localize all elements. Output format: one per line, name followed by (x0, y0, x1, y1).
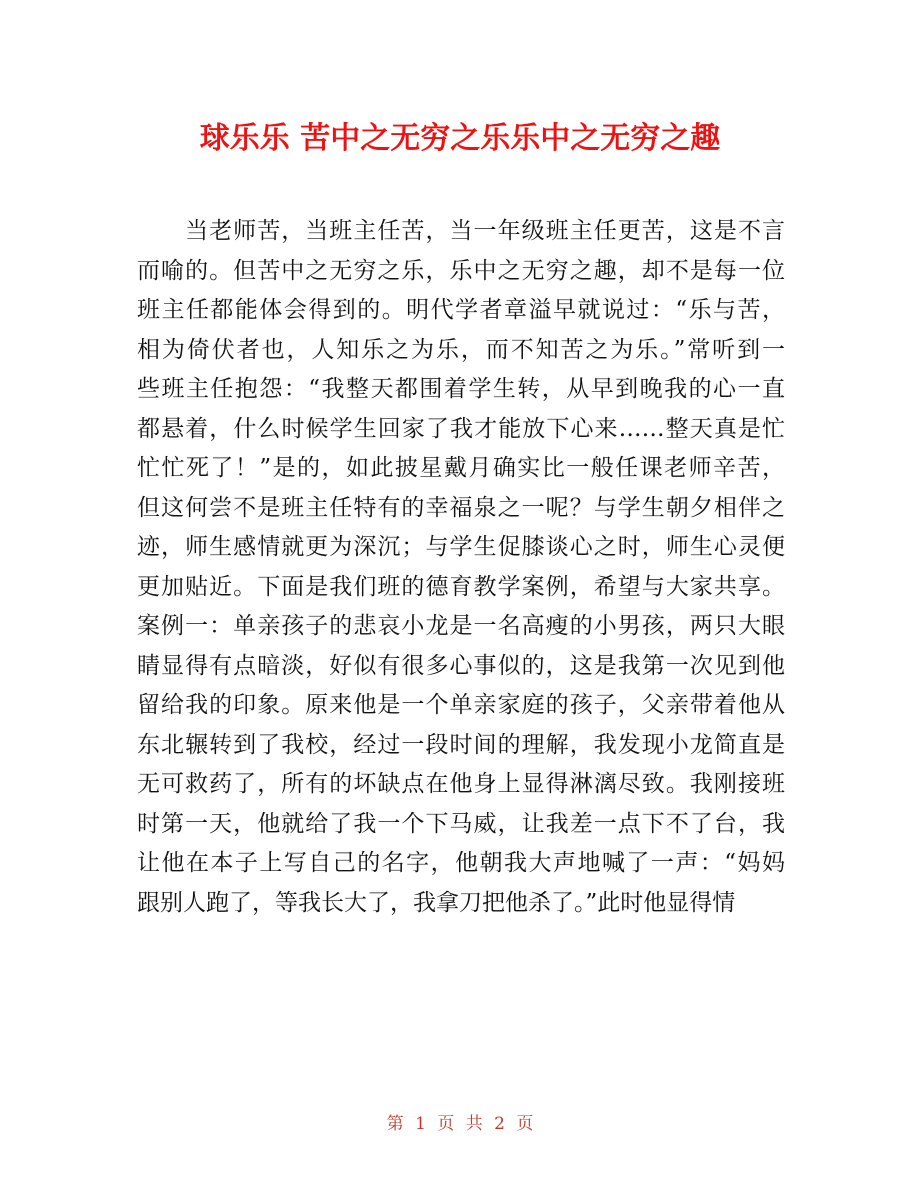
document-title: 球乐乐 苦中之无穷之乐乐中之无穷之趣 (199, 121, 721, 156)
body-line: 当老师苦，当班主任苦，当一年级班主任更苦，这是不言 (137, 218, 785, 244)
body-line: 案例一：单亲孩子的悲哀小龙是一名高瘦的小男孩，两只大眼 (137, 613, 785, 639)
body-line: 迹，师生感情就更为深沉；与学生促膝谈心之时，师生心灵便 (137, 534, 785, 560)
body-line: 睛显得有点暗淡，好似有很多心事似的，这是我第一次见到他 (137, 652, 785, 679)
body-line: 无可救药了，所有的坏缺点在他身上显得淋漓尽致。我刚接班 (137, 771, 785, 797)
page-number-footer: 第 1 页 共 2 页 (386, 1114, 534, 1134)
document-body (137, 212, 785, 923)
body-line: 班主任都能体会得到的。明代学者章溢早就说过：“乐与苦， (137, 297, 785, 323)
body-line: 跟别人跑了，等我长大了，我拿刀把他杀了。”此时他显得情 (137, 889, 736, 916)
body-line: 更加贴近。下面是我们班的德育教学案例，希望与大家共享。 (137, 573, 785, 600)
body-line: 相为倚伏者也，人知乐之为乐，而不知苦之为乐。”常听到一 (137, 336, 785, 363)
body-line: 时第一天，他就给了我一个下马威，让我差一点下不了台，我 (137, 810, 785, 837)
body-line: 但这何尝不是班主任特有的幸福泉之一呢？与学生朝夕相伴之 (137, 494, 785, 521)
body-line: 东北辗转到了我校，经过一段时间的理解，我发现小龙简直是 (137, 731, 785, 758)
body-line: 让他在本子上写自己的名字，他朝我大声地喊了一声：“妈妈 (137, 850, 785, 876)
body-line: 些班主任抱怨：“我整天都围着学生转，从早到晚我的心一直 (137, 376, 785, 402)
body-line: 而喻的。但苦中之无穷之乐，乐中之无穷之趣，却不是每一位 (137, 257, 785, 284)
body-line: 都悬着，什么时候学生回家了我才能放下心来……整天真是忙 (137, 415, 785, 442)
body-line: 忙忙死了！”是的，如此披星戴月确实比一般任课老师辛苦， (137, 455, 785, 481)
body-line: 留给我的印象。原来他是一个单亲家庭的孩子，父亲带着他从 (137, 692, 785, 718)
